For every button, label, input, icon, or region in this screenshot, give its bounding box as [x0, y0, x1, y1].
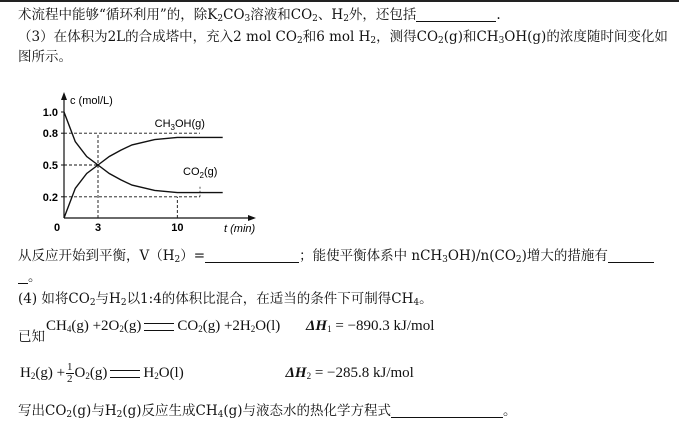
question-line-rate: 从反应开始到平衡，$V(H_2)=$ ；能使平衡体系中 $nCH_3OH)/n(CO_2)$增大的措施有 — [18, 247, 654, 265]
question-line-recycle: 术流程中能够“循环利用”的，除$K_2CO_3$溶液和$CO_2$、$H_2$外，还包括 . — [18, 7, 501, 24]
fraction-half: $\frac{1}{2}$ — [67, 361, 73, 385]
answer-blank-recycle[interactable] — [416, 7, 496, 22]
question-line-figure-ref: 图所示。 — [18, 49, 72, 65]
chart-axes — [61, 92, 256, 221]
y-tick-label: 0.8 — [42, 128, 58, 141]
answer-blank-rate[interactable] — [205, 248, 299, 263]
given-label: 已知 — [18, 329, 45, 345]
question-line-write-equation: 写出$CO_2(g)$与$H_2(g)$反应生成$CH_4(g)$与液态水的热化学方程式 。 — [18, 403, 517, 420]
answer-blank-measures[interactable] — [608, 248, 654, 263]
question-line-4: (4) 如将$CO_2$与$H_2$以1:4的体积比混合，在适当的条件下可制得$CH_4$。 — [18, 291, 433, 308]
x-axis-label: t (min) — [224, 223, 256, 235]
y-axis-label: c (mol/L) — [70, 95, 113, 107]
answer-blank-thermo-equation[interactable] — [391, 403, 503, 418]
y-axis-arrow — [61, 92, 67, 100]
y-tick-label: 1.0 — [42, 107, 58, 119]
equation-hydrogen-combustion: $H_2(g)$ + $\frac{1}{2}$ $O_2(g)$ $H_2O(l) \Delta H_2 = -285.8$ kJ/mol — [20, 361, 414, 385]
equals-arrow-2 — [110, 370, 140, 378]
answer-blank-measures-cont[interactable] — [18, 269, 28, 284]
y-tick-label: 0.2 — [42, 191, 58, 204]
concentration-time-chart — [28, 76, 268, 236]
x-axis-arrow — [248, 215, 256, 221]
series-label: $CH_3OH(g)$ — [154, 118, 205, 133]
equals-arrow — [144, 323, 174, 331]
equation-methane-combustion: $CH_4(g) +2O_2(g)$ $CO_2(g) +2H_2O(l) \Delta H_1 = -890.3$ kJ/mol — [46, 318, 435, 334]
y-tick-label: 0.5 — [42, 160, 58, 172]
top-border — [0, 0, 679, 2]
x-tick-label: 3 — [94, 222, 102, 234]
question-line-measures-cont: 。 — [18, 268, 42, 286]
series-label: $CO_2(g)$ — [183, 165, 218, 180]
x-tick-label: 10 — [171, 222, 184, 234]
question-line-3: （3）在体积为2L的合成塔中，充入2 mol $CO_2$和6 mol $H_2$，测得$CO_2(g)$和$CH_3OH(g)$的浓度随时间变化如 — [18, 29, 668, 46]
origin-label: 0 — [54, 222, 61, 234]
